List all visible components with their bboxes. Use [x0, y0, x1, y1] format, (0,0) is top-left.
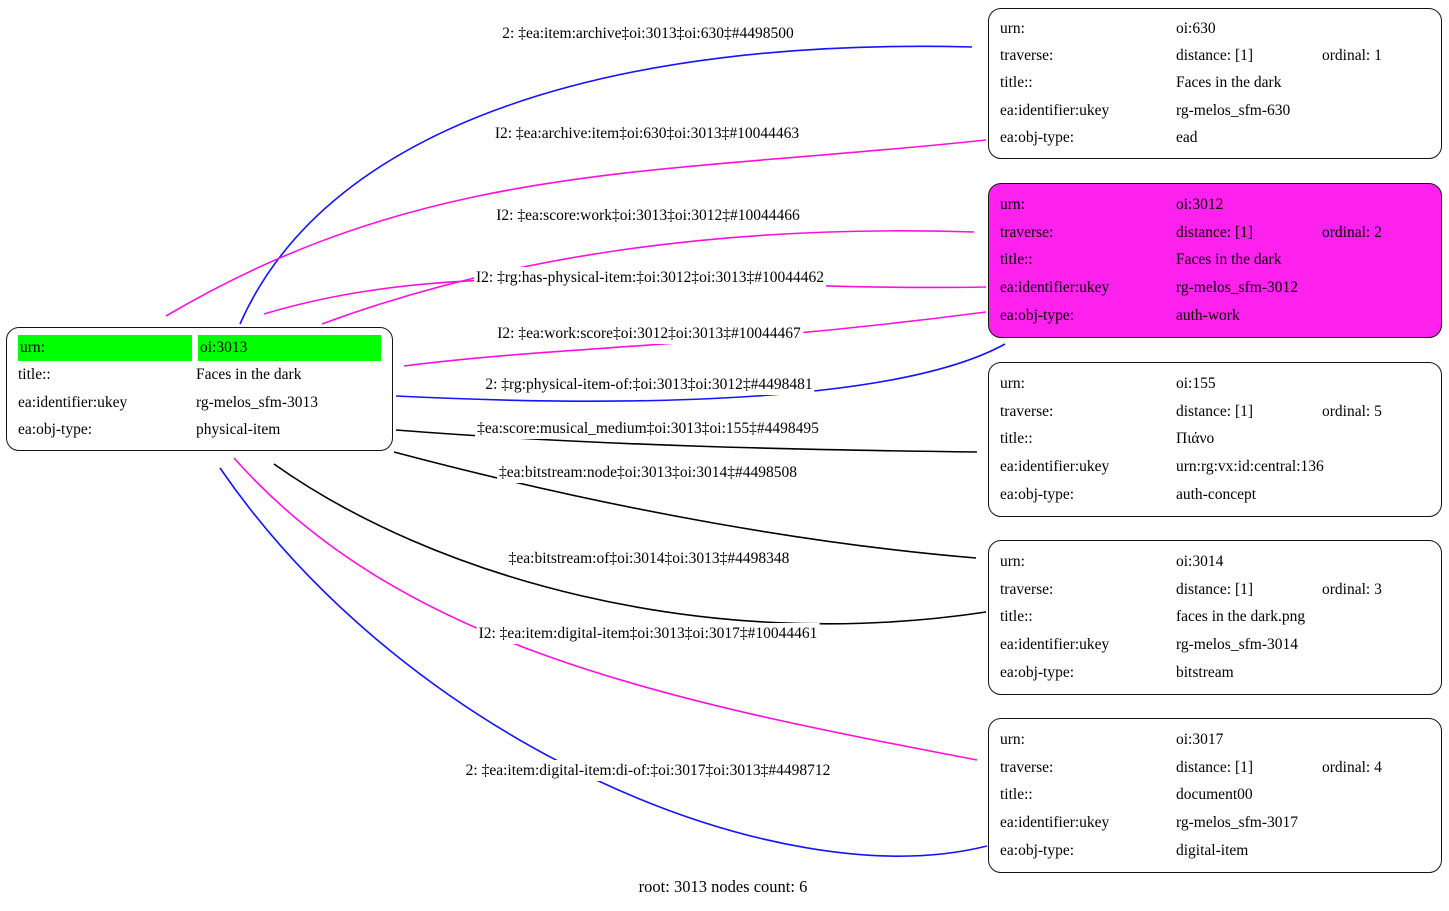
field-label-urn: urn: — [1000, 20, 1025, 38]
node-row-ukey — [1000, 98, 1430, 124]
field-value-urn: oi:155 — [1176, 374, 1216, 392]
field-value-urn: oi:3014 — [1176, 552, 1224, 570]
node-row-objtype — [1000, 660, 1430, 686]
field-label-objtype: ea:obj-type: — [18, 420, 93, 438]
field-value-ukey: urn:rg:vx:id:central:136 — [1176, 458, 1324, 476]
node-oi-3014[interactable] — [988, 540, 1442, 695]
field-value-objtype: auth-concept — [1176, 486, 1257, 504]
field-value-urn: oi:3017 — [1176, 730, 1224, 748]
field-label-title: title:: — [1000, 786, 1033, 804]
edge-label-archive-item: I2: ‡ea:archive:item‡oi:630‡oi:3013‡#10044463 — [494, 125, 800, 142]
field-label-ukey: ea:identifier:ukey — [1000, 101, 1110, 119]
edge-label-physical-item-of: 2: ‡rg:physical-item-of:‡oi:3013‡oi:3012‡#4498481 — [485, 376, 813, 393]
edge-ea-item-digital-item-di-of — [220, 468, 987, 856]
node-oi-3012[interactable] — [988, 183, 1442, 338]
node-row-ukey — [1000, 810, 1430, 836]
field-value-urn: oi:3013 — [198, 335, 381, 361]
node-row-urn — [1000, 371, 1430, 397]
node-oi-155[interactable] — [988, 362, 1442, 517]
field-value-ordinal: ordinal: 1 — [1322, 47, 1382, 65]
field-label-traverse: traverse: — [1000, 402, 1054, 420]
field-label-traverse: traverse: — [1000, 758, 1054, 776]
field-value-title: Faces in the dark — [1176, 74, 1282, 92]
field-value-title: Faces in the dark — [1176, 251, 1282, 269]
node-row-ukey — [18, 390, 381, 416]
field-value-distance: distance: [1] — [1176, 580, 1254, 598]
field-label-urn: urn: — [1000, 552, 1025, 570]
field-value-title: faces in the dark.png — [1176, 608, 1306, 626]
field-value-ordinal: ordinal: 3 — [1322, 580, 1382, 598]
field-label-title: title:: — [1000, 608, 1033, 626]
node-row-title — [1000, 426, 1430, 452]
node-row-ukey — [1000, 275, 1430, 301]
field-label-traverse: traverse: — [1000, 580, 1054, 598]
field-value-ukey: rg-melos_sfm-3012 — [1176, 279, 1298, 297]
field-label-ukey: ea:identifier:ukey — [1000, 636, 1110, 654]
field-value-objtype: physical-item — [196, 420, 281, 438]
node-row-title — [18, 362, 381, 388]
node-row-objtype — [1000, 838, 1430, 864]
edge-label-bitstream-of: ‡ea:bitstream:of‡oi:3014‡oi:3013‡#4498348 — [508, 550, 790, 567]
field-value-urn: oi:3012 — [1176, 195, 1224, 213]
node-row-ukey — [1000, 632, 1430, 658]
field-value-title: Πιάνο — [1176, 430, 1215, 448]
field-value-title: Faces in the dark — [196, 366, 302, 384]
node-row-objtype — [1000, 482, 1430, 508]
node-row-urn — [1000, 16, 1430, 42]
node-row-ukey — [1000, 454, 1430, 480]
edge-label-item-digital-item: I2: ‡ea:item:digital-item‡oi:3013‡oi:3017‡#10044461 — [478, 625, 818, 642]
node-row-objtype — [1000, 125, 1430, 151]
field-label-ukey: ea:identifier:ukey — [1000, 458, 1110, 476]
edge-label-score-work: I2: ‡ea:score:work‡oi:3013‡oi:3012‡#10044466 — [496, 207, 800, 224]
field-value-ukey: rg-melos_sfm-3013 — [196, 393, 318, 411]
node-row-urn — [18, 335, 381, 361]
field-value-ordinal: ordinal: 5 — [1322, 402, 1382, 420]
field-value-objtype: digital-item — [1176, 842, 1249, 860]
node-row-urn — [1000, 192, 1430, 218]
node-oi-630[interactable] — [988, 8, 1442, 159]
field-label-objtype: ea:obj-type: — [1000, 664, 1075, 682]
node-row-traverse — [1000, 43, 1430, 69]
edge-label-bitstream-node: ‡ea:bitstream:node‡oi:3013‡oi:3014‡#4498508 — [499, 464, 797, 481]
field-value-distance: distance: [1] — [1176, 758, 1254, 776]
node-row-title — [1000, 604, 1430, 630]
edge-ea-item-digital-item — [234, 458, 977, 760]
field-value-ordinal: ordinal: 4 — [1322, 758, 1382, 776]
field-value-distance: distance: [1] — [1176, 223, 1254, 241]
field-label-objtype: ea:obj-type: — [1000, 128, 1075, 146]
edge-ea-archive-item — [166, 140, 986, 316]
node-row-urn — [1000, 549, 1430, 575]
node-row-objtype — [1000, 303, 1430, 329]
field-value-objtype: bitstream — [1176, 664, 1234, 682]
field-label-title: title:: — [1000, 74, 1033, 92]
field-value-objtype: auth-work — [1176, 307, 1240, 325]
field-label-objtype: ea:obj-type: — [1000, 486, 1075, 504]
field-value-title: document00 — [1176, 786, 1253, 804]
field-value-objtype: ead — [1176, 128, 1198, 146]
field-label-objtype: ea:obj-type: — [1000, 307, 1075, 325]
field-label-objtype: ea:obj-type: — [1000, 842, 1075, 860]
field-value-ukey: rg-melos_sfm-3014 — [1176, 636, 1298, 654]
node-row-title — [1000, 70, 1430, 96]
field-value-urn: oi:630 — [1176, 20, 1216, 38]
node-oi-3013[interactable] — [6, 327, 393, 451]
node-row-traverse — [1000, 399, 1430, 425]
edge-label-work-score: I2: ‡ea:work:score‡oi:3012‡oi:3013‡#10044467 — [497, 325, 801, 342]
node-row-urn — [1000, 727, 1430, 753]
field-label-ukey: ea:identifier:ukey — [1000, 814, 1110, 832]
node-row-title — [1000, 782, 1430, 808]
field-label-ukey: ea:identifier:ukey — [1000, 279, 1110, 297]
field-label-traverse: traverse: — [1000, 47, 1054, 65]
field-label-title: title:: — [1000, 430, 1033, 448]
node-row-title — [1000, 247, 1430, 273]
field-label-urn: urn: — [1000, 374, 1025, 392]
node-row-traverse — [1000, 577, 1430, 603]
node-oi-3017[interactable] — [988, 718, 1442, 873]
field-value-ukey: rg-melos_sfm-3017 — [1176, 814, 1298, 832]
field-label-title: title:: — [18, 366, 51, 384]
edge-label-has-physical-item: I2: ‡rg:has-physical-item:‡oi:3012‡oi:3013‡#10044462 — [475, 269, 825, 286]
field-value-ukey: rg-melos_sfm-630 — [1176, 101, 1291, 119]
edge-label-digital-item-di-of: 2: ‡ea:item:digital-item:di-of:‡oi:3017‡oi:3013‡#4498712 — [465, 762, 831, 779]
edge-ea-bitstream-of — [274, 464, 986, 624]
field-value-distance: distance: [1] — [1176, 402, 1254, 420]
field-label-title: title:: — [1000, 251, 1033, 269]
field-label-urn: urn: — [18, 335, 192, 361]
edge-label-item-archive: 2: ‡ea:item:archive‡oi:3013‡oi:630‡#4498500 — [502, 25, 794, 42]
field-label-urn: urn: — [1000, 730, 1025, 748]
node-row-traverse — [1000, 220, 1430, 246]
field-value-ordinal: ordinal: 2 — [1322, 223, 1382, 241]
field-label-ukey: ea:identifier:ukey — [18, 393, 128, 411]
node-row-traverse — [1000, 755, 1430, 781]
field-value-distance: distance: [1] — [1176, 47, 1254, 65]
edge-label-score-musical-medium: ‡ea:score:musical_medium‡oi:3013‡oi:155‡#4498495 — [477, 420, 819, 437]
graph-caption: root: 3013 nodes count: 6 — [638, 877, 808, 896]
field-label-traverse: traverse: — [1000, 223, 1054, 241]
field-label-urn: urn: — [1000, 195, 1025, 213]
node-row-objtype — [18, 417, 381, 443]
